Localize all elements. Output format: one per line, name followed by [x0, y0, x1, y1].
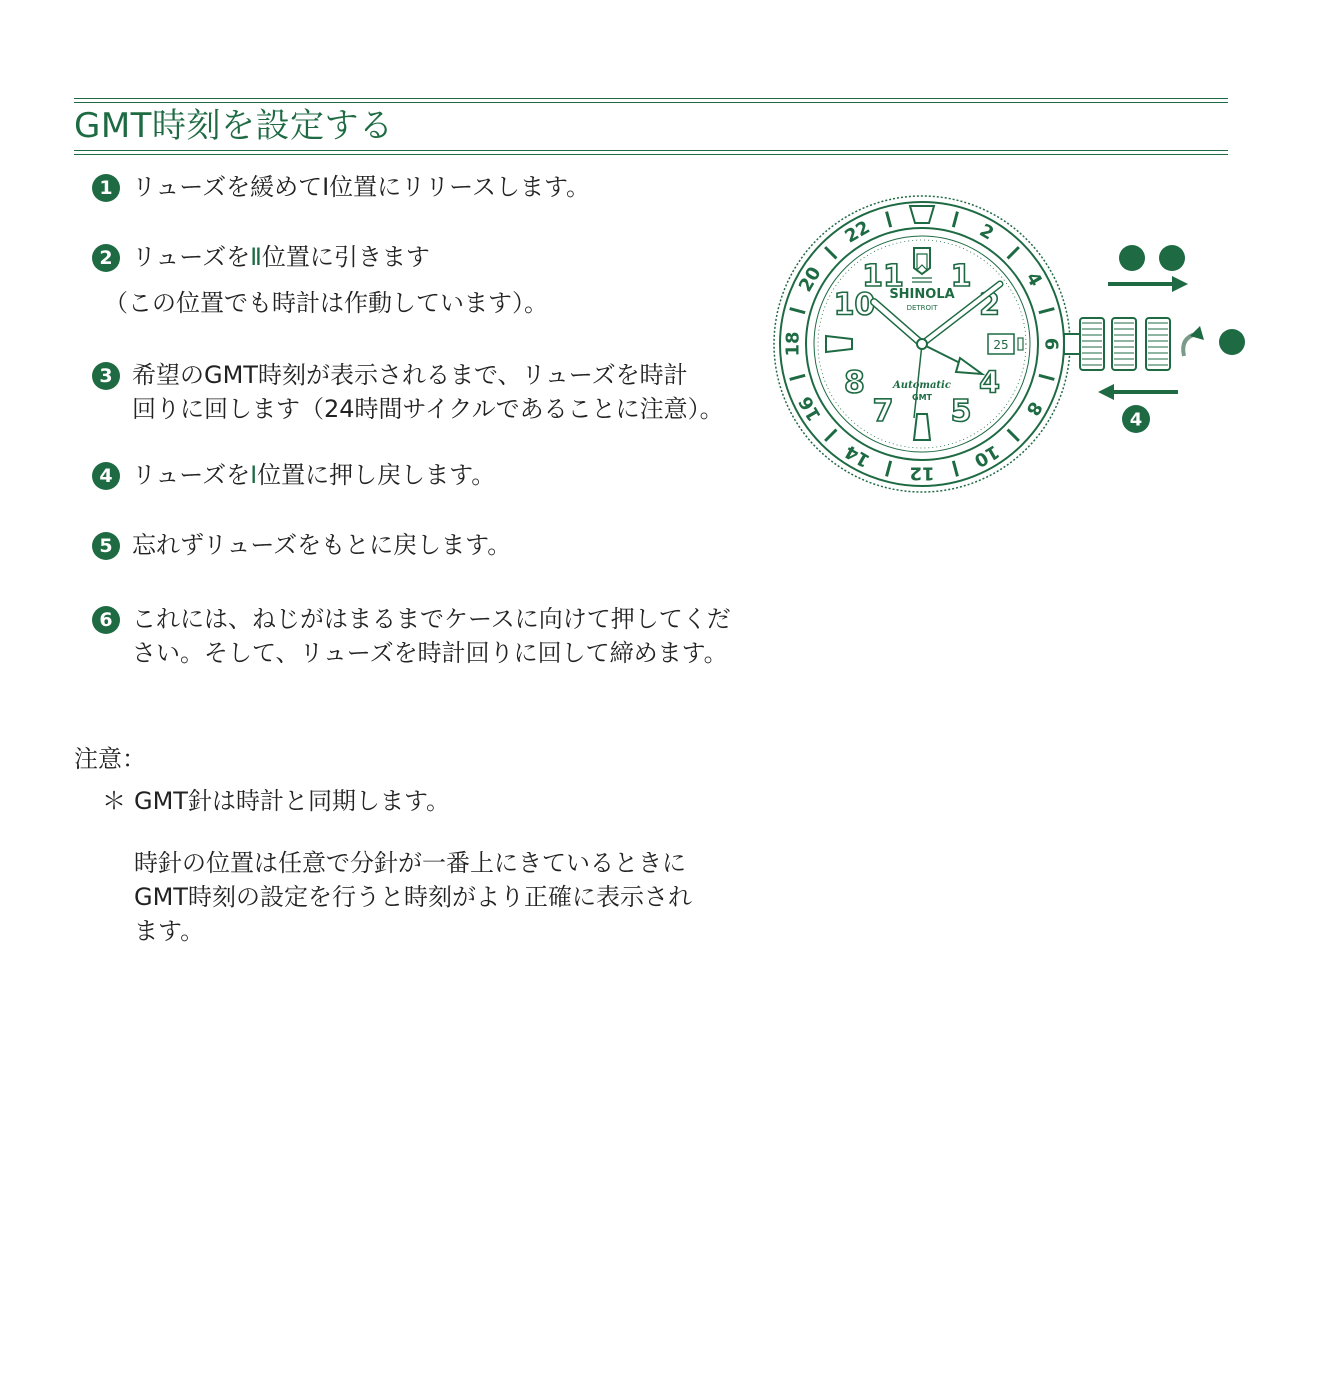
bezel-number: 4 [1021, 268, 1046, 291]
watch-body [774, 196, 1070, 492]
three-marker [1018, 338, 1023, 350]
logo-flag-icon [917, 254, 927, 270]
crown-segment [1112, 318, 1136, 370]
dial-numeral: 11 [862, 258, 904, 294]
rotate-arrow-head [1190, 326, 1204, 340]
bezel-number: 20 [794, 263, 826, 296]
note-heading: 注意： [74, 745, 146, 773]
bezel-bar-marker [953, 461, 957, 476]
dial-numeral: 1 [950, 258, 972, 294]
step-1-text: リューズを緩めてⅠ位置にリリースします。 [132, 173, 591, 201]
brand-name: SHINOLA [889, 287, 955, 302]
gmt-hand-arrow [956, 358, 982, 374]
note-bullet: ＊ [102, 787, 126, 815]
center-pin [917, 339, 927, 349]
bezel-number: 10 [970, 440, 1003, 472]
bezel-bar-marker [1008, 247, 1019, 258]
dial-numeral: 2 [979, 287, 1000, 323]
position-i-label: Ⅰ [250, 461, 258, 489]
model-script: Automatic [893, 380, 951, 391]
bezel-number: 22 [841, 216, 874, 248]
bezel-number: 14 [841, 440, 874, 472]
note-para-line-2: GMT時刻の設定を行うと時刻がより正確に表示され [134, 883, 692, 911]
position-dot-1 [1119, 245, 1145, 271]
dial-numeral: 10 [833, 287, 876, 323]
bezel-number: 16 [794, 392, 826, 425]
bezel-bar-marker [790, 309, 805, 313]
position-ii-label: Ⅱ [250, 243, 262, 271]
model-name: GMT [912, 393, 932, 402]
step-4-badge: 4 [92, 462, 120, 490]
step-5-text: 忘れずリューズをもとに戻します。 [132, 531, 512, 559]
bezel-number: 8 [1021, 397, 1046, 420]
bezel-bar-marker [825, 247, 836, 258]
bezel-bar-marker [825, 430, 836, 441]
bezel-bar-marker [790, 375, 805, 379]
brand-city: DETROIT [906, 304, 938, 312]
note-para-line-1: 時針の位置は任意で分針が一番上にきているときに [134, 849, 686, 877]
note-para-line-3: ます。 [134, 917, 205, 945]
pull-arrow-head [1172, 276, 1188, 292]
push-step-label: 4 [1129, 409, 1143, 431]
step-1-badge: 1 [92, 174, 120, 202]
bezel-bar-marker [1039, 309, 1054, 313]
crown-segment [1146, 318, 1170, 370]
title-rule-top-2 [74, 102, 1228, 103]
bezel-bar-marker [887, 461, 891, 476]
dial-numeral: 5 [950, 394, 972, 430]
watch-illustration [772, 186, 1252, 506]
bezel-number: 12 [909, 462, 935, 484]
step-5-badge: 5 [92, 532, 120, 560]
nine-marker [826, 336, 852, 352]
crown-stem [1064, 334, 1080, 354]
position-dot-2 [1159, 245, 1185, 271]
step-2-note: （この位置でも時計は作動しています）。 [104, 289, 548, 317]
bezel-number: 18 [782, 331, 804, 357]
page-title: GMT時刻を設定する [74, 106, 394, 146]
bezel-triangle-marker [910, 206, 934, 223]
push-arrow-head [1098, 384, 1114, 400]
crown-segment [1080, 318, 1104, 370]
bezel-number: 6 [1040, 337, 1062, 351]
six-marker [914, 414, 930, 440]
bezel-bar-marker [953, 212, 957, 227]
step-6-text: これには、ねじがはまるまでケースに向けて押してくだ さい。そして、リューズを時計回りに回して締めます。 [132, 605, 731, 667]
title-rule-bottom-2 [74, 154, 1228, 155]
step-4-text: リューズをⅠ位置に押し戻します。 [132, 461, 496, 489]
dial-numeral: 7 [872, 394, 894, 430]
step-2-text: リューズをⅡ位置に引きます [132, 243, 430, 271]
dial-numeral: 8 [844, 365, 865, 401]
crown-diagram [1064, 245, 1245, 433]
bezel-number: 2 [975, 220, 998, 245]
title-rule-top-1 [74, 98, 1228, 99]
date-value: 25 [993, 338, 1009, 352]
bezel-bar-marker [1008, 430, 1019, 441]
bezel-bar-marker [887, 212, 891, 227]
title-rule-bottom-1 [74, 150, 1228, 151]
note-line-1: GMT針は時計と同期します。 [134, 787, 451, 815]
step-3-badge: 3 [92, 362, 120, 390]
dial-numeral: 4 [979, 365, 1000, 401]
step-3-text: 希望のGMT時刻が表示されるまで、リューズを時計 回りに回します（24時間サイクルであることに注意）。 [132, 361, 724, 423]
rotate-dot [1219, 329, 1245, 355]
watch-svg [772, 186, 1252, 506]
bezel-bar-marker [1039, 375, 1054, 379]
step-6-badge: 6 [92, 606, 120, 634]
rotate-arrow-icon [1183, 334, 1196, 356]
step-2-badge: 2 [92, 244, 120, 272]
